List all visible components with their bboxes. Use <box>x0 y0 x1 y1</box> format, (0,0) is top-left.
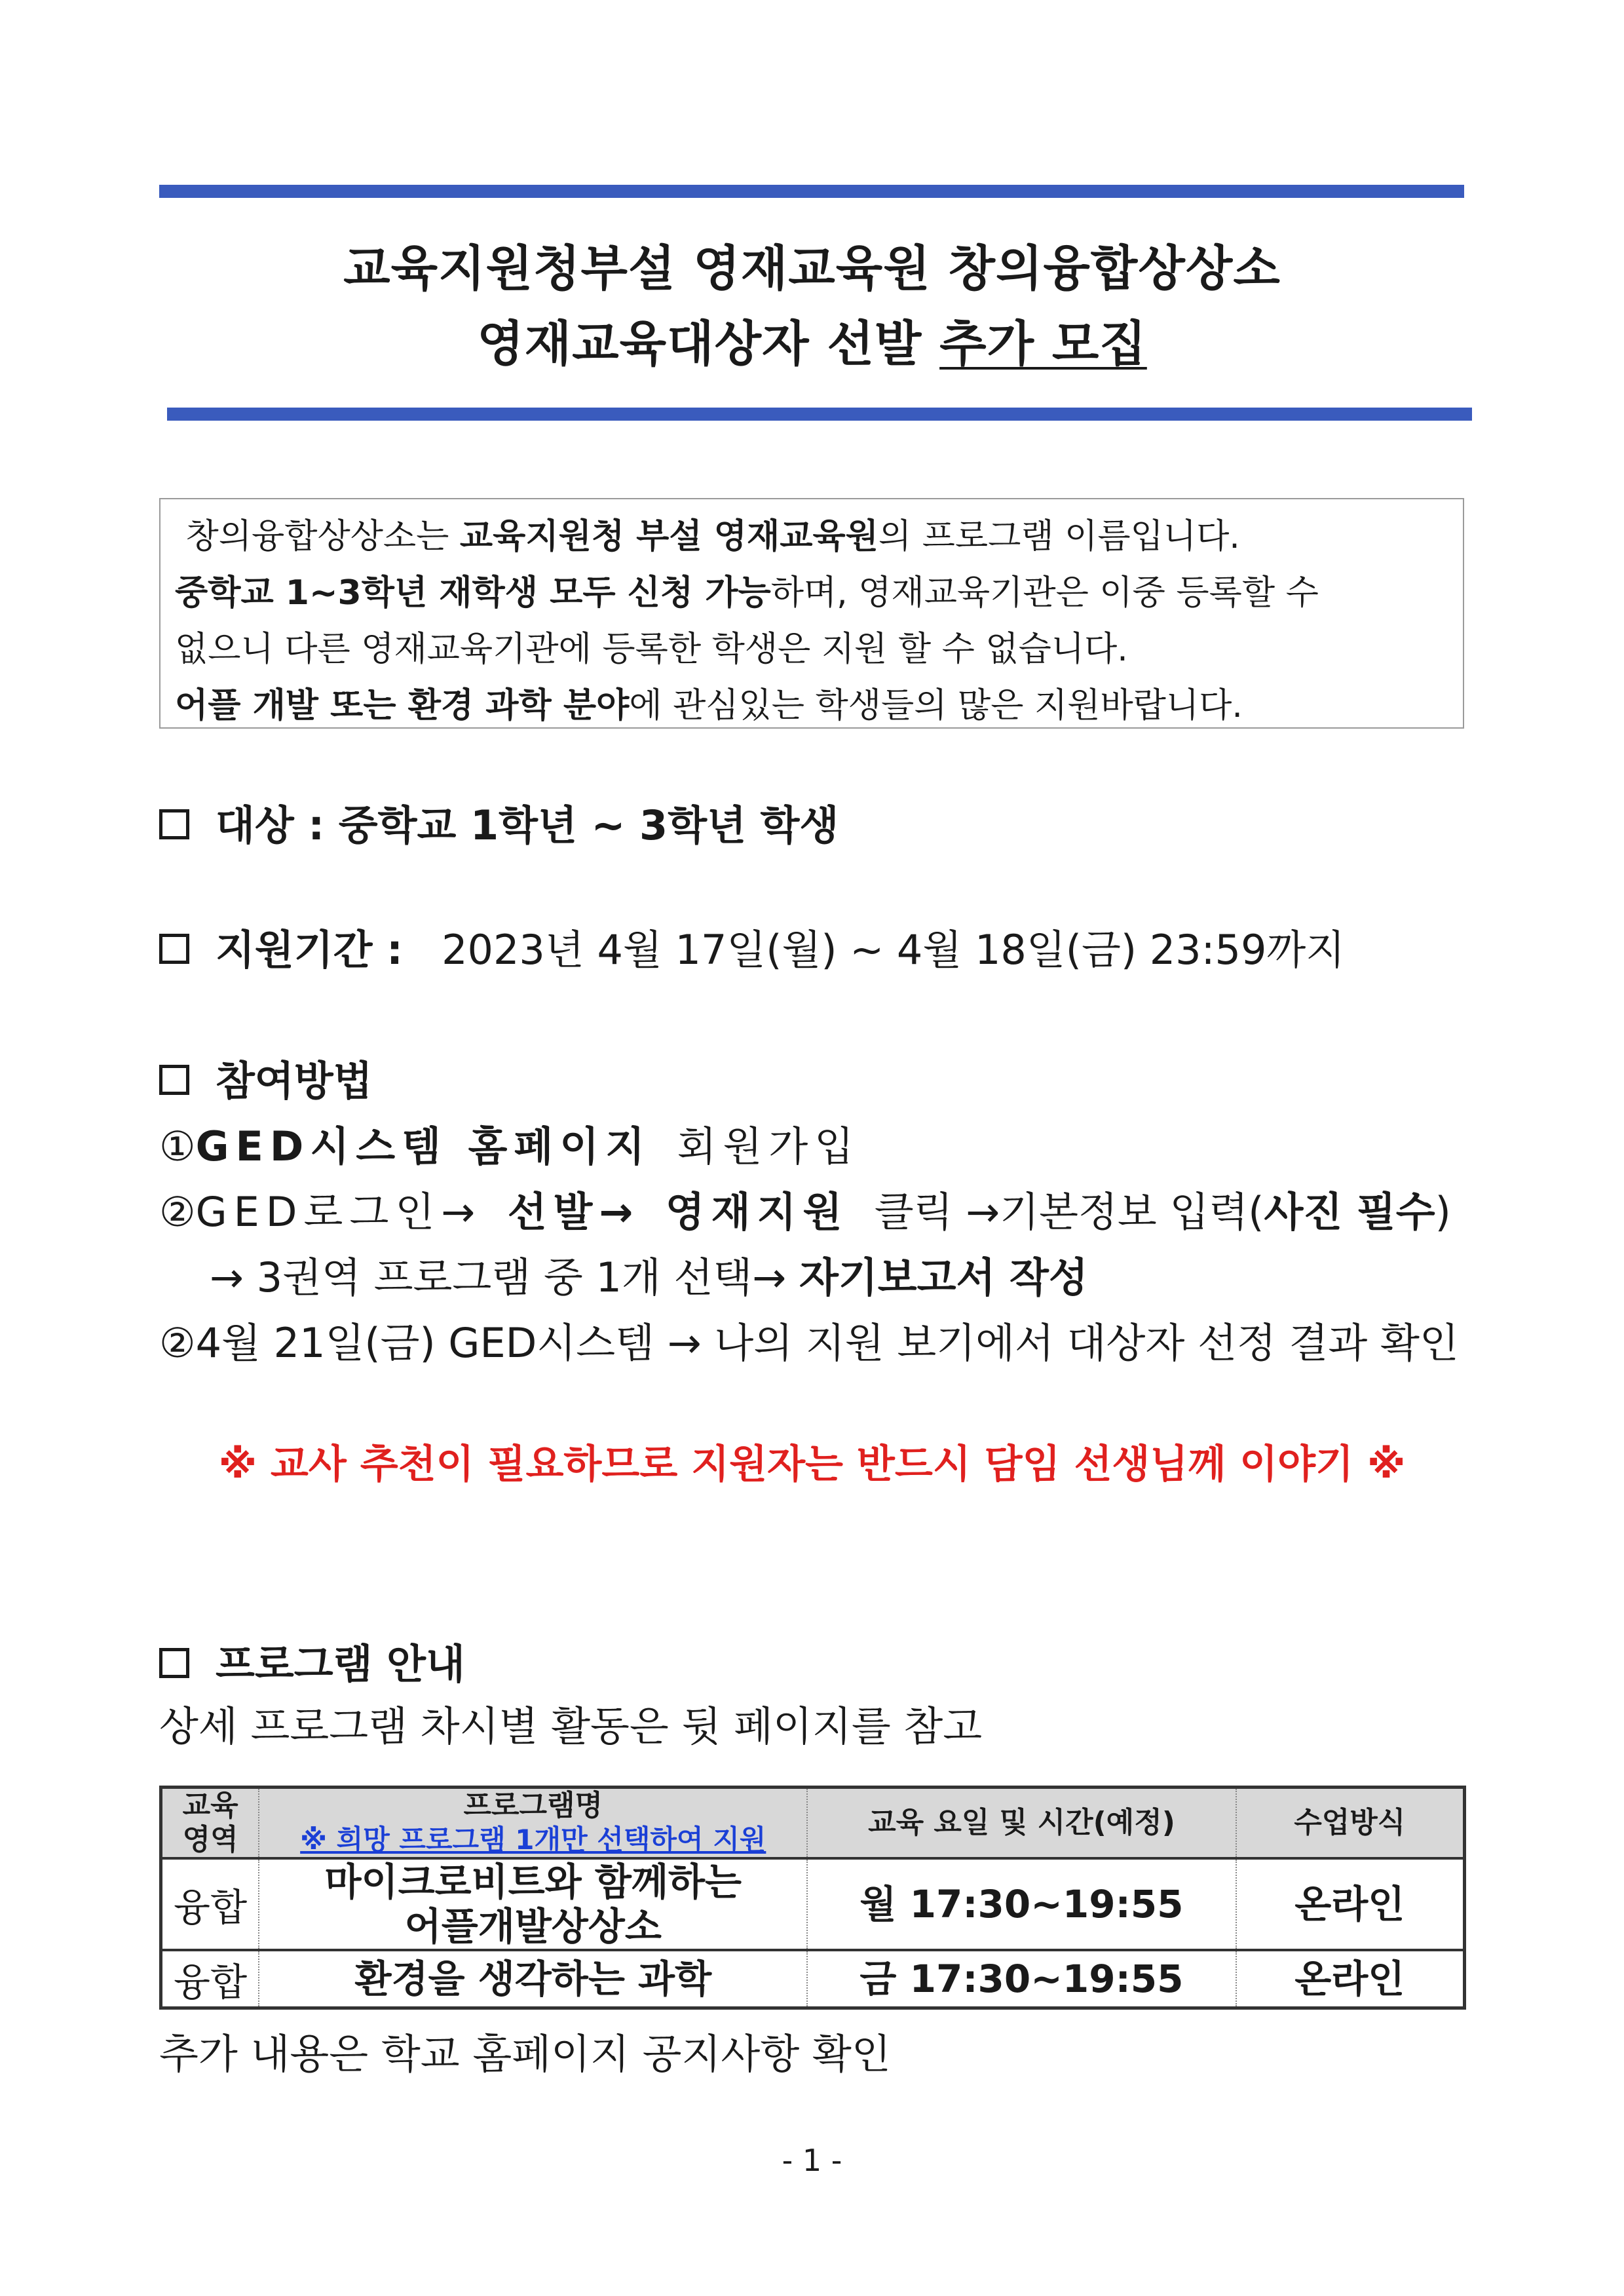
row-time: 월 17:30~19:55 <box>807 1858 1236 1950</box>
title-line-2-underlined: 추가 모집 <box>939 316 1147 372</box>
title-line-2 <box>0 308 1624 380</box>
title-line-1: 교육지원청부설 영재교육원 창의융합상상소 <box>343 240 1281 297</box>
row-program-name: 환경을 생각하는 과학 <box>259 1950 807 2008</box>
bottom-rule <box>167 408 1472 421</box>
checkbox-square-icon <box>159 1065 189 1095</box>
checkbox-square-icon <box>159 934 189 964</box>
table-header-row <box>161 1788 1465 1859</box>
program-table <box>159 1786 1466 2010</box>
period-value: 2023년 4월 17일(월) ~ 4월 18일(금) 23:59까지 <box>442 926 1346 974</box>
row-mode: 온라인 <box>1236 1950 1465 2008</box>
row-program-name: 마이크로비트와 함께하는 어플개발상상소 <box>259 1858 807 1950</box>
notice-line-2: 중학교 1~3학년 재학생 모두 신청 가능하며, 영재교육기관은 이중 등록할 수 <box>175 573 1319 613</box>
checkbox-square-icon <box>159 809 189 839</box>
period-label: 지원기간 : <box>216 926 403 974</box>
notice-line-4: 어플 개발 또는 환경 과학 분야에 관심있는 학생들의 많은 지원바랍니다. <box>175 686 1243 725</box>
row-mode: 온라인 <box>1236 1858 1465 1950</box>
method-step-2: ②GED로그인→ 선발→ 영재지원 클릭 →기본정보 입력(사진 필수) <box>159 1188 1451 1236</box>
top-rule <box>159 185 1464 198</box>
period-section <box>159 921 1345 980</box>
method-step-3: ②4월 21일(금) GED시스템 → 나의 지원 보기에서 대상자 선정 결과 확인 <box>159 1319 1459 1367</box>
page-number: - 1 - <box>782 2143 842 2178</box>
header-program-name: 프로그램명 ※ 희망 프로그램 1개만 선택하여 지원 <box>259 1788 807 1859</box>
table-row <box>161 1858 1465 1950</box>
header-program-note: ※ 희망 프로그램 1개만 선택하여 지원 <box>300 1824 766 1856</box>
method-step-1: ①GED시스템 홈페이지 회원가입 <box>159 1122 861 1170</box>
row-time: 금 17:30~19:55 <box>807 1950 1236 2008</box>
target-section <box>159 796 839 855</box>
program-subtitle: 상세 프로그램 차시별 활동은 뒷 페이지를 참고 <box>159 1702 983 1750</box>
row-area: 융합 <box>161 1858 259 1950</box>
method-label: 참여방법 <box>216 1057 373 1105</box>
program-section <box>159 1635 465 1694</box>
method-section <box>159 1052 373 1111</box>
program-label: 프로그램 안내 <box>216 1640 465 1688</box>
checkbox-square-icon <box>159 1648 189 1678</box>
header-mode: 수업방식 <box>1236 1788 1465 1859</box>
notice-line-1: 창의융합상상소는 교육지원청 부설 영재교육원의 프로그램 이름입니다. <box>185 517 1240 556</box>
method-step-2-cont: → 3권역 프로그램 중 1개 선택→ 자기보고서 작성 <box>210 1253 1088 1301</box>
notice-box <box>159 498 1464 729</box>
notice-line-3: 없으니 다른 영재교육기관에 등록한 학생은 지원 할 수 없습니다. <box>175 630 1128 669</box>
program-footer: 추가 내용은 학교 홈페이지 공지사항 확인 <box>159 2030 891 2078</box>
teacher-recommendation-warning: ※ 교사 추천이 필요하므로 지원자는 반드시 담임 선생님께 이야기 ※ <box>218 1442 1406 1487</box>
header-time: 교육 요일 및 시간(예정) <box>807 1788 1236 1859</box>
header-area: 교육 영역 <box>161 1788 259 1859</box>
table-row <box>161 1950 1465 2008</box>
row-area: 융합 <box>161 1950 259 2008</box>
title-line-2-main: 영재교육대상자 선발 <box>477 316 940 372</box>
target-label: 대상 : 중학교 1학년 ~ 3학년 학생 <box>216 801 839 849</box>
